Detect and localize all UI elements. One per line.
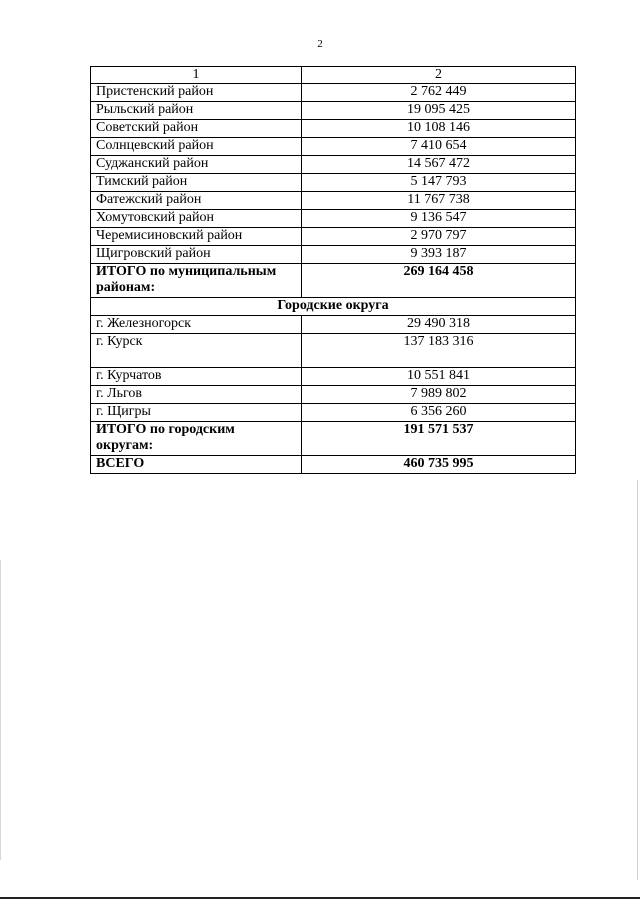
district-value: 2 970 797 [302, 228, 576, 246]
districts-total-row [91, 264, 576, 298]
district-value: 9 393 187 [302, 246, 576, 264]
table-row [91, 192, 576, 210]
table-row [91, 386, 576, 404]
district-name: Черемисиновский район [91, 228, 302, 246]
cities-total-label-line1: ИТОГО по городским [96, 422, 235, 437]
city-value: 7 989 802 [302, 386, 576, 404]
table-row [91, 120, 576, 138]
district-name: Солнцевский район [91, 138, 302, 156]
district-value: 5 147 793 [302, 174, 576, 192]
district-value: 7 410 654 [302, 138, 576, 156]
district-name: Хомутовский район [91, 210, 302, 228]
section-header-row [91, 298, 576, 316]
table-row [91, 138, 576, 156]
district-value: 11 767 738 [302, 192, 576, 210]
grand-total-label: ВСЕГО [91, 456, 302, 474]
table-row [91, 210, 576, 228]
grand-total-row [91, 456, 576, 474]
table-row [91, 334, 576, 368]
cities-total-label [91, 422, 302, 456]
district-name: Рыльский район [91, 102, 302, 120]
scan-line-bottom [0, 897, 640, 899]
district-value: 9 136 547 [302, 210, 576, 228]
district-value: 14 567 472 [302, 156, 576, 174]
city-value: 10 551 841 [302, 368, 576, 386]
table-row [91, 156, 576, 174]
table-row [91, 404, 576, 422]
table-header-row [91, 67, 576, 84]
table-row [91, 228, 576, 246]
table-row [91, 368, 576, 386]
budget-table [90, 66, 576, 474]
city-name: г. Щигры [91, 404, 302, 422]
table-row [91, 174, 576, 192]
district-value: 10 108 146 [302, 120, 576, 138]
grand-total-value: 460 735 995 [302, 456, 576, 474]
districts-total-label-line1: ИТОГО по муниципальным [96, 264, 277, 279]
header-col-1: 1 [91, 67, 302, 84]
district-value: 2 762 449 [302, 84, 576, 102]
table-row [91, 316, 576, 334]
district-name: Щигровский район [91, 246, 302, 264]
scan-edge-left [0, 560, 1, 860]
table-row [91, 84, 576, 102]
table-row [91, 102, 576, 120]
table-row [91, 246, 576, 264]
district-name: Тимский район [91, 174, 302, 192]
city-name: г. Льгов [91, 386, 302, 404]
cities-total-label-line2: округам: [96, 438, 154, 453]
city-value: 6 356 260 [302, 404, 576, 422]
page-number: 2 [317, 38, 323, 50]
city-value: 29 490 318 [302, 316, 576, 334]
district-name: Суджанский район [91, 156, 302, 174]
districts-total-label [91, 264, 302, 298]
district-name: Пристенский район [91, 84, 302, 102]
city-name: г. Курск [91, 334, 302, 368]
city-name: г. Железногорск [91, 316, 302, 334]
cities-total-value: 191 571 537 [302, 422, 576, 456]
district-name: Фатежский район [91, 192, 302, 210]
scan-edge-right [637, 480, 638, 880]
district-value: 19 095 425 [302, 102, 576, 120]
cities-total-row [91, 422, 576, 456]
header-col-2: 2 [302, 67, 576, 84]
city-value: 137 183 316 [302, 334, 576, 368]
districts-total-value: 269 164 458 [302, 264, 576, 298]
district-name: Советский район [91, 120, 302, 138]
section-title: Городские округа [91, 298, 576, 316]
city-name: г. Курчатов [91, 368, 302, 386]
districts-total-label-line2: районам: [96, 280, 156, 295]
